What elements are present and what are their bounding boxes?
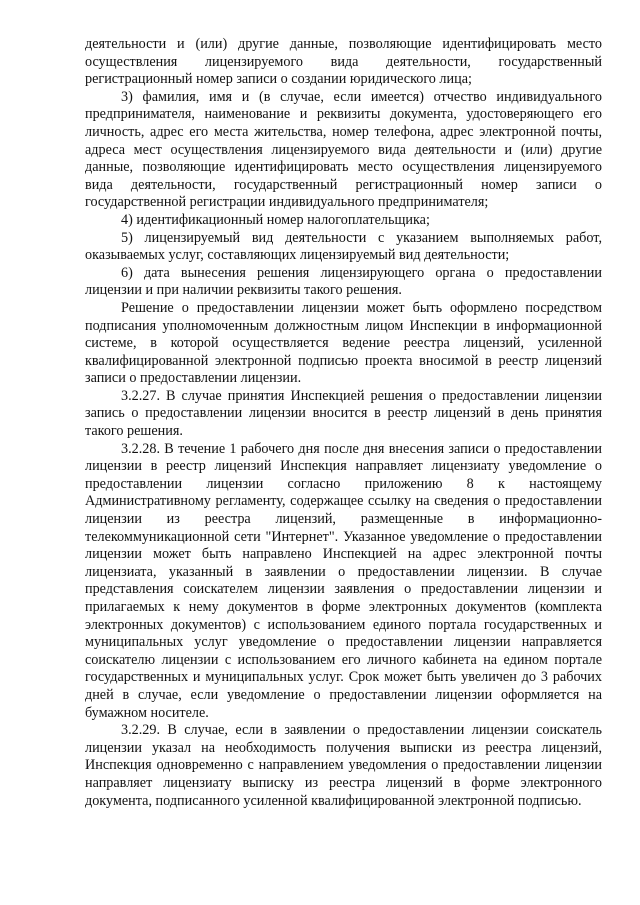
paragraph-item-5: 5) лицензируемый вид деятельности с указанием выполняемых работ, оказываемых услуг, составляющих лицензируемый вид деятельности;	[85, 229, 602, 264]
paragraph-item-4: 4) идентификационный номер налогоплательщика;	[121, 211, 430, 228]
paragraph-continuation: деятельности и (или) другие данные, позволяющие идентифицировать место осуществления лицензируемого вида деятельности, государственный регистрационный номер записи о создании юридического лица;	[85, 36, 602, 88]
paragraph-3-2-28: 3.2.28. В течение 1 рабочего дня после дня внесения записи о предоставлении лицензии в реестр лицензий Инспекция направляет лицензиату уведомление о предоставлении лицензии согласно приложению 8 к настоящему Административному регламенту, содержащее ссылку на сведения о предоставлении лицензии из реестра лицензий, размещенные в информационно-телекоммуникационной сети "Интернет". Указанное уведомление о предоставлении лицензии может быть направлено Инспекцией на адрес электронной почты лицензиата, указанный в заявлении о предоставлении лицензии. В случае представления соискателем лицензии заявления о предоставлении лицензии и прилагаемых к нему документов в форме электронных документов (комплекта электронных документов) с использованием единого портала государственных и муниципальных услуг уведомление о предоставлении лицензии направляется соискателю лицензии с использованием его личного кабинета на едином портале государственных и муниципальных услуг. Срок может быть увеличен до 3 рабочих дней в случае, если уведомление о предоставлении лицензии оформляется на бумажном носителе.	[85, 440, 602, 721]
paragraph-item-6: 6) дата вынесения решения лицензирующего органа о предоставлении лицензии и при наличии реквизиты такого решения.	[85, 264, 602, 299]
paragraph-decision: Решение о предоставлении лицензии может быть оформлено посредством подписания уполномоченным должностным лицом Инспекции в информационной системе, в которой осуществляется ведение реестра лицензий, усиленной квалифицированной электронной подписью проекта вносимой в реестр лицензий записи о предоставлении лицензии.	[85, 299, 602, 387]
document-page	[85, 36, 602, 810]
paragraph-3-2-27: 3.2.27. В случае принятия Инспекцией решения о предоставлении лицензии запись о предоставлении лицензии вносится в реестр лицензий в день принятия такого решения.	[85, 387, 602, 440]
paragraph-3-2-29: 3.2.29. В случае, если в заявлении о предоставлении лицензии соискатель лицензии указал на необходимость получения выписки из реестра лицензий, Инспекция одновременно с направлением уведомления о предоставлении лицензии направляет лицензиату выписку из реестра лицензий в форме электронного документа, подписанного усиленной квалифицированной электронной подписью.	[85, 722, 602, 809]
paragraph-item-3: 3) фамилия, имя и (в случае, если имеется) отчество индивидуального предпринимателя, наименование и реквизиты документа, удостоверяющего его личность, адрес его места жительства, номер телефона, адрес электронной почты, адреса мест осуществления лицензируемого вида деятельности и (или) другие данные, позволяющие идентифицировать место осуществления лицензируемого вида деятельности, государственный регистрационный номер записи о государственной регистрации индивидуального предпринимателя;	[85, 88, 602, 211]
